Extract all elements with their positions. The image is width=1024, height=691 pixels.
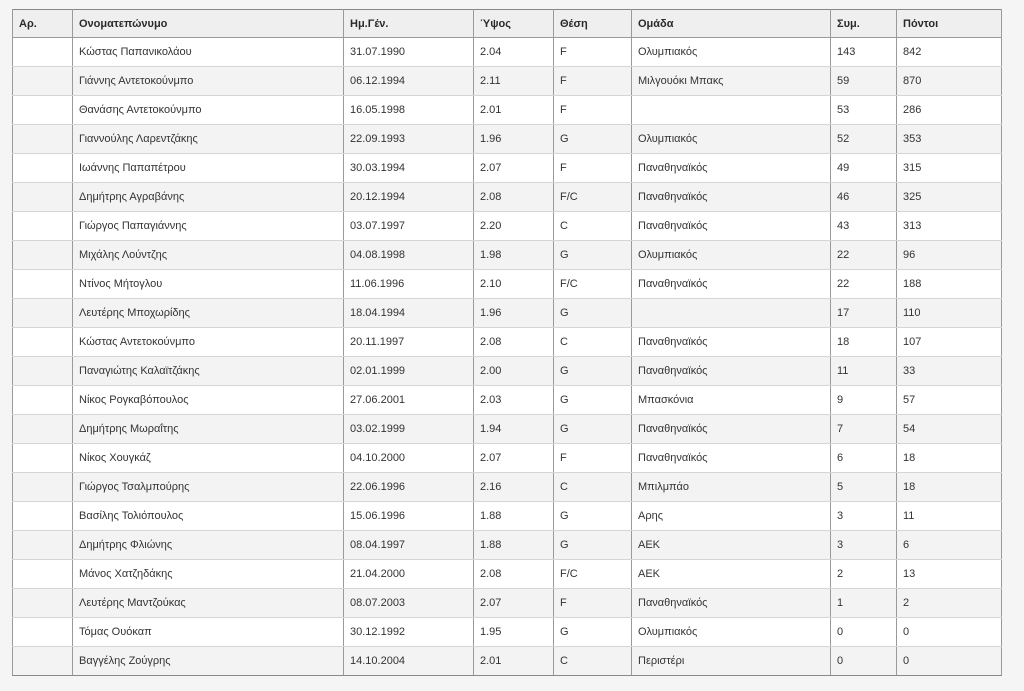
cell-appearances: 3 bbox=[831, 502, 897, 531]
cell-points: 0 bbox=[897, 618, 1002, 647]
cell-height: 2.08 bbox=[474, 560, 554, 589]
table-row bbox=[13, 415, 1002, 444]
cell-name: Γιαννούλης Λαρεντζάκης bbox=[73, 125, 344, 154]
cell-team: Παναθηναϊκός bbox=[632, 270, 831, 299]
cell-height: 2.11 bbox=[474, 67, 554, 96]
header-points: Πόντοι bbox=[897, 10, 1002, 38]
cell-name: Μάνος Χατζηδάκης bbox=[73, 560, 344, 589]
cell-birthdate: 14.10.2004 bbox=[344, 647, 474, 676]
table-row bbox=[13, 299, 1002, 328]
cell-birthdate: 22.09.1993 bbox=[344, 125, 474, 154]
table-row bbox=[13, 531, 1002, 560]
cell-points: 57 bbox=[897, 386, 1002, 415]
cell-birthdate: 31.07.1990 bbox=[344, 38, 474, 67]
cell-points: 18 bbox=[897, 473, 1002, 502]
cell-height: 2.07 bbox=[474, 589, 554, 618]
cell-name: Λευτέρης Μποχωρίδης bbox=[73, 299, 344, 328]
table-row bbox=[13, 212, 1002, 241]
cell-height: 2.08 bbox=[474, 183, 554, 212]
cell-appearances: 49 bbox=[831, 154, 897, 183]
cell-name: Ιωάννης Παπαπέτρου bbox=[73, 154, 344, 183]
cell-birthdate: 18.04.1994 bbox=[344, 299, 474, 328]
cell-appearances: 7 bbox=[831, 415, 897, 444]
cell-birthdate: 16.05.1998 bbox=[344, 96, 474, 125]
cell-name: Βαγγέλης Ζούγρης bbox=[73, 647, 344, 676]
roster-table bbox=[12, 9, 1002, 676]
cell-name: Ντίνος Μήτογλου bbox=[73, 270, 344, 299]
cell-team: Αρης bbox=[632, 502, 831, 531]
cell-appearances: 52 bbox=[831, 125, 897, 154]
cell-height: 1.98 bbox=[474, 241, 554, 270]
cell-number bbox=[13, 328, 73, 357]
cell-number bbox=[13, 589, 73, 618]
cell-name: Παναγιώτης Καλαϊτζάκης bbox=[73, 357, 344, 386]
cell-appearances: 53 bbox=[831, 96, 897, 125]
cell-position: G bbox=[554, 415, 632, 444]
cell-appearances: 11 bbox=[831, 357, 897, 386]
table-body bbox=[13, 38, 1002, 676]
cell-birthdate: 30.12.1992 bbox=[344, 618, 474, 647]
cell-height: 2.01 bbox=[474, 96, 554, 125]
cell-points: 2 bbox=[897, 589, 1002, 618]
cell-height: 1.94 bbox=[474, 415, 554, 444]
header-name: Ονοματεπώνυμο bbox=[73, 10, 344, 38]
cell-points: 33 bbox=[897, 357, 1002, 386]
table-row bbox=[13, 647, 1002, 676]
cell-position: F bbox=[554, 38, 632, 67]
cell-position: G bbox=[554, 299, 632, 328]
header-team: Ομάδα bbox=[632, 10, 831, 38]
cell-points: 18 bbox=[897, 444, 1002, 473]
cell-team bbox=[632, 299, 831, 328]
cell-appearances: 46 bbox=[831, 183, 897, 212]
cell-team: Παναθηναϊκός bbox=[632, 357, 831, 386]
cell-name: Βασίλης Τολιόπουλος bbox=[73, 502, 344, 531]
cell-appearances: 0 bbox=[831, 647, 897, 676]
cell-points: 6 bbox=[897, 531, 1002, 560]
cell-height: 2.00 bbox=[474, 357, 554, 386]
cell-number bbox=[13, 531, 73, 560]
header-birthdate: Ημ.Γέν. bbox=[344, 10, 474, 38]
table-row bbox=[13, 96, 1002, 125]
cell-points: 842 bbox=[897, 38, 1002, 67]
header-appearances: Συμ. bbox=[831, 10, 897, 38]
cell-name: Νίκος Χουγκάζ bbox=[73, 444, 344, 473]
table-row bbox=[13, 183, 1002, 212]
cell-team: Παναθηναϊκός bbox=[632, 444, 831, 473]
cell-position: G bbox=[554, 125, 632, 154]
table-row bbox=[13, 125, 1002, 154]
cell-birthdate: 22.06.1996 bbox=[344, 473, 474, 502]
table-row bbox=[13, 444, 1002, 473]
cell-team: Ολυμπιακός bbox=[632, 38, 831, 67]
cell-height: 2.08 bbox=[474, 328, 554, 357]
cell-team: Ολυμπιακός bbox=[632, 125, 831, 154]
cell-position: F/C bbox=[554, 183, 632, 212]
cell-birthdate: 15.06.1996 bbox=[344, 502, 474, 531]
cell-name: Γιώργος Τσαλμπούρης bbox=[73, 473, 344, 502]
cell-height: 2.16 bbox=[474, 473, 554, 502]
cell-points: 11 bbox=[897, 502, 1002, 531]
cell-birthdate: 20.11.1997 bbox=[344, 328, 474, 357]
cell-appearances: 59 bbox=[831, 67, 897, 96]
cell-team: Παναθηναϊκός bbox=[632, 212, 831, 241]
cell-position: C bbox=[554, 328, 632, 357]
cell-appearances: 22 bbox=[831, 270, 897, 299]
cell-name: Μιχάλης Λούντζης bbox=[73, 241, 344, 270]
cell-points: 0 bbox=[897, 647, 1002, 676]
table-row bbox=[13, 154, 1002, 183]
table-row bbox=[13, 618, 1002, 647]
cell-points: 315 bbox=[897, 154, 1002, 183]
table-row bbox=[13, 270, 1002, 299]
cell-number bbox=[13, 67, 73, 96]
cell-team: Παναθηναϊκός bbox=[632, 415, 831, 444]
roster-table-container bbox=[12, 9, 1001, 676]
cell-number bbox=[13, 560, 73, 589]
cell-birthdate: 04.10.2000 bbox=[344, 444, 474, 473]
cell-number bbox=[13, 618, 73, 647]
cell-height: 2.01 bbox=[474, 647, 554, 676]
cell-team: Παναθηναϊκός bbox=[632, 328, 831, 357]
cell-appearances: 5 bbox=[831, 473, 897, 502]
cell-position: G bbox=[554, 386, 632, 415]
cell-name: Κώστας Παπανικολάου bbox=[73, 38, 344, 67]
cell-position: F bbox=[554, 67, 632, 96]
cell-name: Θανάσης Αντετοκούνμπο bbox=[73, 96, 344, 125]
table-row bbox=[13, 560, 1002, 589]
table-row bbox=[13, 502, 1002, 531]
cell-name: Δημήτρης Μωραΐτης bbox=[73, 415, 344, 444]
cell-height: 1.88 bbox=[474, 531, 554, 560]
cell-appearances: 3 bbox=[831, 531, 897, 560]
cell-points: 96 bbox=[897, 241, 1002, 270]
header-number: Αρ. bbox=[13, 10, 73, 38]
cell-team: Περιστέρι bbox=[632, 647, 831, 676]
cell-number bbox=[13, 154, 73, 183]
cell-position: C bbox=[554, 473, 632, 502]
cell-name: Τόμας Ουόκαπ bbox=[73, 618, 344, 647]
cell-points: 286 bbox=[897, 96, 1002, 125]
cell-birthdate: 21.04.2000 bbox=[344, 560, 474, 589]
cell-position: G bbox=[554, 531, 632, 560]
cell-position: C bbox=[554, 212, 632, 241]
cell-team: ΑΕΚ bbox=[632, 560, 831, 589]
cell-number bbox=[13, 473, 73, 502]
cell-height: 1.96 bbox=[474, 299, 554, 328]
cell-height: 1.88 bbox=[474, 502, 554, 531]
cell-points: 353 bbox=[897, 125, 1002, 154]
cell-points: 107 bbox=[897, 328, 1002, 357]
cell-name: Δημήτρης Φλιώνης bbox=[73, 531, 344, 560]
cell-name: Γιώργος Παπαγιάννης bbox=[73, 212, 344, 241]
cell-name: Δημήτρης Αγραβάνης bbox=[73, 183, 344, 212]
header-height: Ύψος bbox=[474, 10, 554, 38]
cell-number bbox=[13, 444, 73, 473]
cell-birthdate: 06.12.1994 bbox=[344, 67, 474, 96]
cell-points: 13 bbox=[897, 560, 1002, 589]
cell-appearances: 43 bbox=[831, 212, 897, 241]
cell-number bbox=[13, 299, 73, 328]
cell-team bbox=[632, 96, 831, 125]
cell-appearances: 6 bbox=[831, 444, 897, 473]
cell-number bbox=[13, 38, 73, 67]
cell-position: G bbox=[554, 357, 632, 386]
cell-team: Ολυμπιακός bbox=[632, 241, 831, 270]
cell-appearances: 143 bbox=[831, 38, 897, 67]
cell-birthdate: 08.07.2003 bbox=[344, 589, 474, 618]
cell-number bbox=[13, 647, 73, 676]
cell-height: 1.95 bbox=[474, 618, 554, 647]
cell-height: 2.07 bbox=[474, 444, 554, 473]
table-row bbox=[13, 589, 1002, 618]
cell-name: Νίκος Ρογκαβόπουλος bbox=[73, 386, 344, 415]
cell-birthdate: 30.03.1994 bbox=[344, 154, 474, 183]
cell-appearances: 2 bbox=[831, 560, 897, 589]
header-position: Θέση bbox=[554, 10, 632, 38]
cell-number bbox=[13, 357, 73, 386]
cell-team: Μπασκόνια bbox=[632, 386, 831, 415]
cell-position: F bbox=[554, 154, 632, 183]
table-row bbox=[13, 38, 1002, 67]
cell-position: F bbox=[554, 444, 632, 473]
cell-points: 110 bbox=[897, 299, 1002, 328]
cell-height: 2.03 bbox=[474, 386, 554, 415]
cell-number bbox=[13, 212, 73, 241]
cell-appearances: 9 bbox=[831, 386, 897, 415]
cell-number bbox=[13, 183, 73, 212]
cell-position: F bbox=[554, 96, 632, 125]
cell-birthdate: 02.01.1999 bbox=[344, 357, 474, 386]
cell-team: Μπιλμπάο bbox=[632, 473, 831, 502]
cell-points: 313 bbox=[897, 212, 1002, 241]
cell-height: 2.20 bbox=[474, 212, 554, 241]
cell-team: Ολυμπιακός bbox=[632, 618, 831, 647]
cell-points: 54 bbox=[897, 415, 1002, 444]
table-row bbox=[13, 386, 1002, 415]
cell-team: ΑΕΚ bbox=[632, 531, 831, 560]
cell-position: F/C bbox=[554, 560, 632, 589]
cell-appearances: 18 bbox=[831, 328, 897, 357]
cell-position: F bbox=[554, 589, 632, 618]
cell-appearances: 22 bbox=[831, 241, 897, 270]
cell-team: Παναθηναϊκός bbox=[632, 589, 831, 618]
cell-height: 2.07 bbox=[474, 154, 554, 183]
cell-number bbox=[13, 96, 73, 125]
cell-appearances: 0 bbox=[831, 618, 897, 647]
cell-position: F/C bbox=[554, 270, 632, 299]
table-row bbox=[13, 357, 1002, 386]
cell-birthdate: 03.02.1999 bbox=[344, 415, 474, 444]
cell-position: G bbox=[554, 502, 632, 531]
table-row bbox=[13, 67, 1002, 96]
cell-name: Λευτέρης Μαντζούκας bbox=[73, 589, 344, 618]
cell-position: G bbox=[554, 618, 632, 647]
cell-birthdate: 04.08.1998 bbox=[344, 241, 474, 270]
cell-name: Κώστας Αντετοκούνμπο bbox=[73, 328, 344, 357]
cell-appearances: 17 bbox=[831, 299, 897, 328]
cell-birthdate: 11.06.1996 bbox=[344, 270, 474, 299]
cell-team: Παναθηναϊκός bbox=[632, 183, 831, 212]
table-row bbox=[13, 241, 1002, 270]
cell-number bbox=[13, 125, 73, 154]
cell-points: 325 bbox=[897, 183, 1002, 212]
cell-number bbox=[13, 415, 73, 444]
cell-birthdate: 03.07.1997 bbox=[344, 212, 474, 241]
cell-team: Μιλγουόκι Μπακς bbox=[632, 67, 831, 96]
cell-points: 870 bbox=[897, 67, 1002, 96]
cell-position: C bbox=[554, 647, 632, 676]
cell-position: G bbox=[554, 241, 632, 270]
cell-height: 1.96 bbox=[474, 125, 554, 154]
cell-appearances: 1 bbox=[831, 589, 897, 618]
cell-height: 2.10 bbox=[474, 270, 554, 299]
cell-number bbox=[13, 270, 73, 299]
cell-birthdate: 20.12.1994 bbox=[344, 183, 474, 212]
cell-number bbox=[13, 502, 73, 531]
cell-birthdate: 27.06.2001 bbox=[344, 386, 474, 415]
cell-height: 2.04 bbox=[474, 38, 554, 67]
cell-number bbox=[13, 241, 73, 270]
table-row bbox=[13, 328, 1002, 357]
cell-team: Παναθηναϊκός bbox=[632, 154, 831, 183]
cell-birthdate: 08.04.1997 bbox=[344, 531, 474, 560]
table-header-row bbox=[13, 10, 1002, 38]
cell-points: 188 bbox=[897, 270, 1002, 299]
cell-number bbox=[13, 386, 73, 415]
cell-name: Γιάννης Αντετοκούνμπο bbox=[73, 67, 344, 96]
table-row bbox=[13, 473, 1002, 502]
